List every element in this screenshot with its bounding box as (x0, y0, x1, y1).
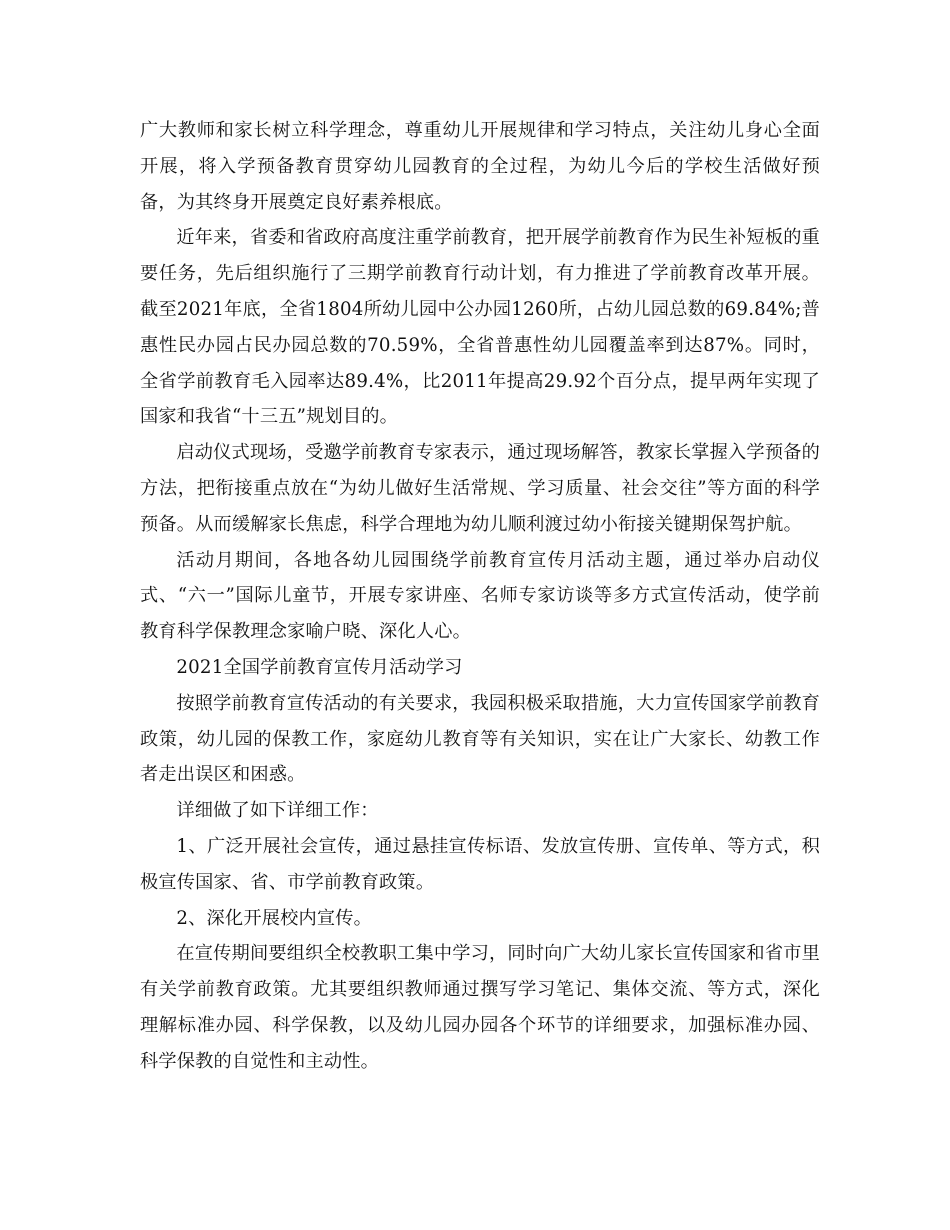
paragraph-6: 详细做了如下详细工作： (176, 800, 379, 822)
paragraph-2: 近年来，省委和省政府高度注重学前教育，把开展学前教育作为民生补短板的重要任务，先后组织施行了三期学前教育行动计划，有力推进了学前教育改革开展。截至2021年底，全省1804所幼儿园中公办园1260所，占幼儿园总数的69.84%;普惠性民办园占民办园总数的70.59%，全省普惠性幼儿园覆盖率到达87%。同时，全省学前教育毛入园率达89.4%，比2011年提高29.92个百分点，提早两年实现了国家和我省“十三五”规划目的。 (140, 227, 820, 428)
list-item-2: 2、深化开展校内宣传。 (176, 907, 373, 929)
paragraph-1: 广大教师和家长树立科学理念，尊重幼儿开展规律和学习特点，关注幼儿身心全面开展，将入学预备教育贯穿幼儿园教育的全过程，为幼儿今后的学校生活做好预备，为其终身开展奠定良好素养根底。 (140, 120, 820, 213)
paragraph-4: 活动月期间，各地各幼儿园围绕学前教育宣传月活动主题，通过举办启动仪式、“六一”国际儿童节，开展专家讲座、名师专家访谈等多方式宣传活动，使学前教育科学保教理念家喻户晓、深化人心。 (140, 549, 820, 643)
section-heading: 2021全国学前教育宣传月活动学习 (176, 656, 463, 678)
paragraph-5: 按照学前教育宣传活动的有关要求，我园积极采取措施，大力宣传国家学前教育政策，幼儿园的保教工作，家庭幼儿教育等有关知识，实在让广大家长、幼教工作者走出误区和困惑。 (140, 692, 820, 786)
paragraph-7: 在宣传期间要组织全校教职工集中学习，同时向广大幼儿家长宣传国家和省市里有关学前教育政策。尤其要组织教师通过撰写学习笔记、集体交流、等方式，深化理解标准办园、科学保教，以及幼儿园办园各个环节的详细要求，加强标准办园、科学保教的自觉性和主动性。 (140, 943, 820, 1072)
document-body (140, 113, 820, 1080)
paragraph-3: 启动仪式现场，受邀学前教育专家表示，通过现场解答，教家长掌握入学预备的方法，把衔接重点放在“为幼儿做好生活常规、学习质量、社会交往”等方面的科学预备。从而缓解家长焦虑，科学合理地为幼儿顺利渡过幼小衔接关键期保驾护航。 (140, 442, 820, 535)
list-item-1: 1、广泛开展社会宣传，通过悬挂宣传标语、发放宣传册、宣传单、等方式，积极宣传国家、省、市学前教育政策。 (140, 835, 820, 893)
